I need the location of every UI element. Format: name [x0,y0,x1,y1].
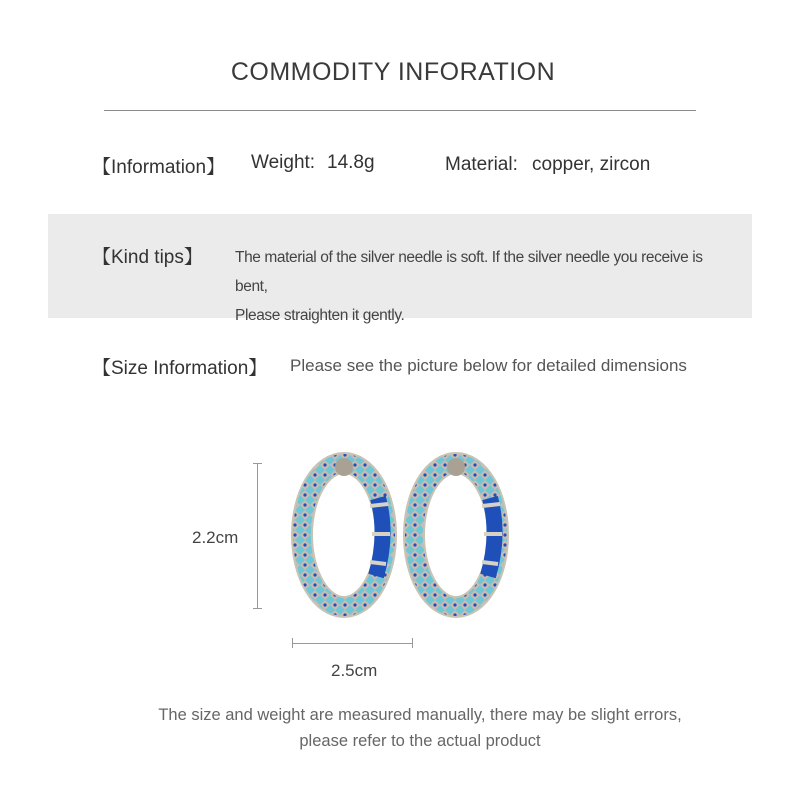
footer-line-1: The size and weight are measured manually, there may be slight errors, [158,706,682,724]
weight-label: Weight: [251,152,316,173]
width-dimension-label: 2.5cm [331,661,378,680]
height-dimension-cap-top [253,463,262,464]
height-dimension-cap-bottom [253,608,262,609]
width-dimension-cap-right [412,638,413,648]
kind-tips-line-2: Please straighten it gently. [235,307,405,324]
material-value: copper, zircon [532,154,651,175]
right-earring [414,458,502,607]
information-label: 【Information】 [92,157,226,178]
width-dimension-line [292,643,413,644]
size-note: Please see the picture below for detailed dimensions [290,356,687,375]
left-earring [302,458,390,607]
footer-note [0,702,800,754]
footer-line-2: please refer to the actual product [299,732,541,750]
weight-value: 14.8g [327,152,375,173]
height-dimension-label: 2.2cm [192,528,239,547]
material-label: Material: [445,154,518,175]
width-dimension-cap-left [292,638,293,648]
kind-tips-text [235,243,735,330]
size-information-label: 【Size Information】 [92,358,268,379]
kind-tips-label: 【Kind tips】 [92,247,203,268]
page-title: COMMODITY INFORATION [230,58,556,86]
earrings-image [290,450,520,620]
title-divider [104,110,696,111]
kind-tips-line-1: The material of the silver needle is soft. If the silver needle you receive is bent, [235,249,703,295]
height-dimension-line [257,463,258,609]
